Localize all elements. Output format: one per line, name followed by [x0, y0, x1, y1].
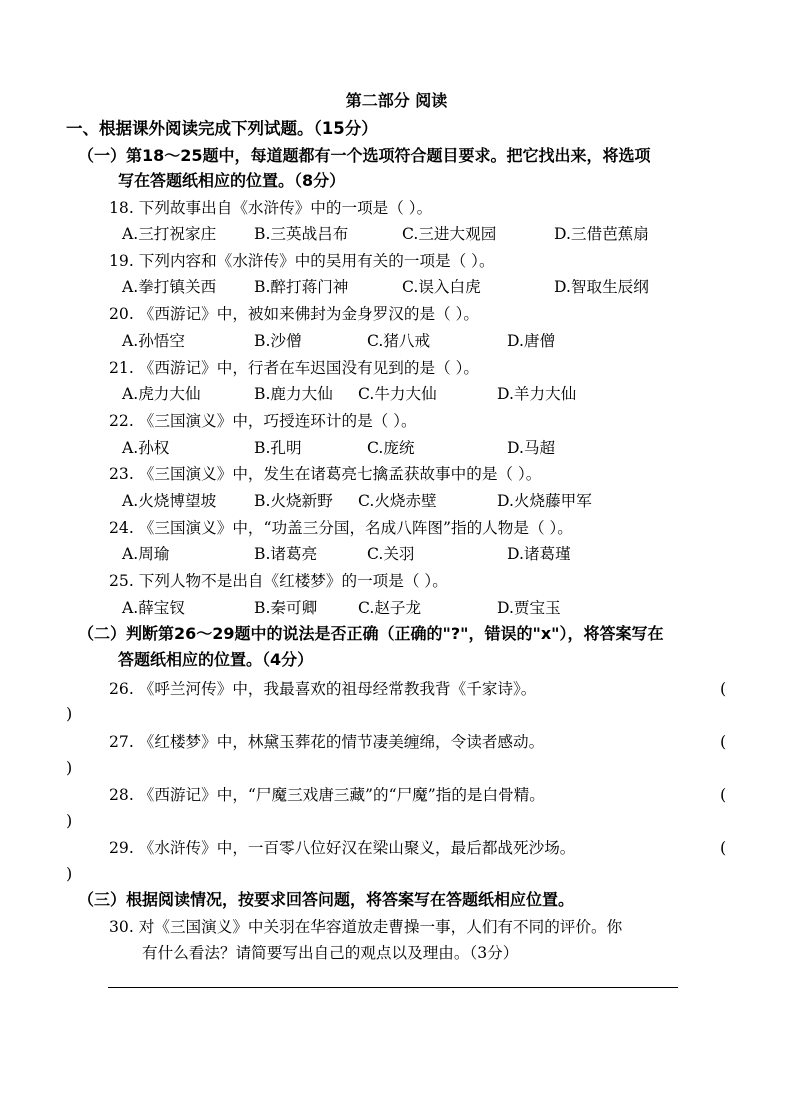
answer-paren-open-29: ( [720, 838, 727, 857]
option-25-d: D.贾宝玉 [497, 599, 561, 617]
question-24: 24. 《三国演义》中，“功盖三分国，名成八阵图”指的人物是（ ）。 [109, 519, 573, 537]
option-23-d: D.火烧藤甲军 [497, 492, 592, 510]
question-22: 22. 《三国演义》中，巧授连环计的是（ ）。 [109, 412, 417, 430]
page-title: 第二部分 阅读 [345, 91, 448, 110]
option-22-d: D.马超 [507, 439, 556, 457]
question-19: 19. 下列内容和《水浒传》中的吴用有关的一项是（ ）。 [109, 252, 495, 270]
part1-instruction-line1: （一）第18～25题中，每道题都有一个选项符合题目要求。把它找出来，将选项 [78, 146, 651, 165]
option-19-b: B.醉打蒋门神 [254, 278, 349, 296]
option-18-b: B.三英战吕布 [254, 225, 349, 243]
part2-instruction-line1: （二）判断第26～29题中的说法是否正确（正确的"?"，错误的"x"），将答案写在 [78, 624, 664, 643]
answer-paren-close-27: ) [66, 758, 73, 777]
question-30-line1: 30. 对《三国演义》中关羽在华容道放走曹操一事，人们有不同的评价。你 [109, 918, 623, 936]
option-24-b: B.诸葛亮 [254, 545, 318, 563]
option-18-d: D.三借芭蕉扇 [554, 225, 649, 243]
option-20-c: C.猪八戒 [367, 332, 431, 350]
option-23-b: B.火烧新野 [254, 492, 333, 510]
option-24-c: C.关羽 [367, 545, 415, 563]
question-25: 25. 下列人物不是出自《红楼梦》的一项是（ ）。 [109, 572, 448, 590]
question-20: 20. 《西游记》中，被如来佛封为金身罗汉的是（ ）。 [109, 305, 479, 323]
answer-paren-close-28: ) [66, 811, 73, 830]
option-20-b: B.沙僧 [254, 332, 302, 350]
option-25-b: B.秦可卿 [254, 599, 318, 617]
option-19-d: D.智取生辰纲 [554, 278, 649, 296]
option-19-c: C.误入白虎 [402, 278, 481, 296]
option-22-b: B.孔明 [254, 439, 302, 457]
option-20-a: A.孙悟空 [122, 332, 185, 350]
part1-instruction-line2: 写在答题纸相应的位置。（8分） [118, 171, 346, 190]
answer-paren-open-26: ( [720, 679, 727, 698]
option-24-a: A.周瑜 [122, 545, 170, 563]
judge-item-29: 29. 《水浒传》中，一百零八位好汉在梁山聚义，最后都战死沙场。 [109, 839, 576, 857]
option-25-a: A.薛宝钗 [122, 599, 185, 617]
part3-instruction: （三）根据阅读情况，按要求回答问题，将答案写在答题纸相应位置。 [78, 890, 575, 909]
answer-paren-open-27: ( [720, 732, 727, 751]
option-25-c: C.赵子龙 [358, 599, 422, 617]
part2-instruction-line2: 答题纸相应的位置。（4分） [118, 650, 314, 669]
option-24-d: D.诸葛瑾 [507, 545, 571, 563]
option-21-c: C.牛力大仙 [358, 385, 437, 403]
judge-item-28: 28. 《西游记》中，“尸魔三戏唐三藏”的“尸魔”指的是白骨精。 [109, 786, 545, 804]
option-20-d: D.唐僧 [507, 332, 556, 350]
answer-paren-open-28: ( [720, 785, 727, 804]
answer-paren-close-26: ) [66, 704, 73, 723]
answer-paren-close-29: ) [66, 864, 73, 883]
option-22-c: C.庞统 [367, 439, 415, 457]
option-21-a: A.虎力大仙 [122, 385, 201, 403]
option-21-b: B.鹿力大仙 [254, 385, 333, 403]
question-30-line2: 有什么看法？请简要写出自己的观点以及理由。（3分） [142, 944, 519, 962]
option-21-d: D.羊力大仙 [497, 385, 577, 403]
judge-item-26: 26. 《呼兰河传》中，我最喜欢的祖母经常教我背《千家诗》。 [109, 680, 537, 698]
answer-line[interactable] [108, 987, 678, 988]
question-18: 18. 下列故事出自《水浒传》中的一项是（ ）。 [109, 199, 433, 217]
judge-item-27: 27. 《红楼梦》中，林黛玉葬花的情节凄美缠绵，令读者感动。 [109, 733, 545, 751]
section-heading: 一、根据课外阅读完成下列试题。（15分） [66, 119, 378, 138]
question-21: 21. 《西游记》中，行者在车迟国没有见到的是（ ）。 [109, 359, 479, 377]
option-18-a: A.三打祝家庄 [122, 225, 217, 243]
option-19-a: A.拳打镇关西 [122, 278, 217, 296]
question-23: 23. 《三国演义》中，发生在诸葛亮七擒孟获故事中的是（ ）。 [109, 465, 542, 483]
option-18-c: C.三进大观园 [402, 225, 497, 243]
option-22-a: A.孙权 [122, 439, 170, 457]
option-23-a: A.火烧博望坡 [122, 492, 217, 510]
option-23-c: C.火烧赤壁 [358, 492, 437, 510]
